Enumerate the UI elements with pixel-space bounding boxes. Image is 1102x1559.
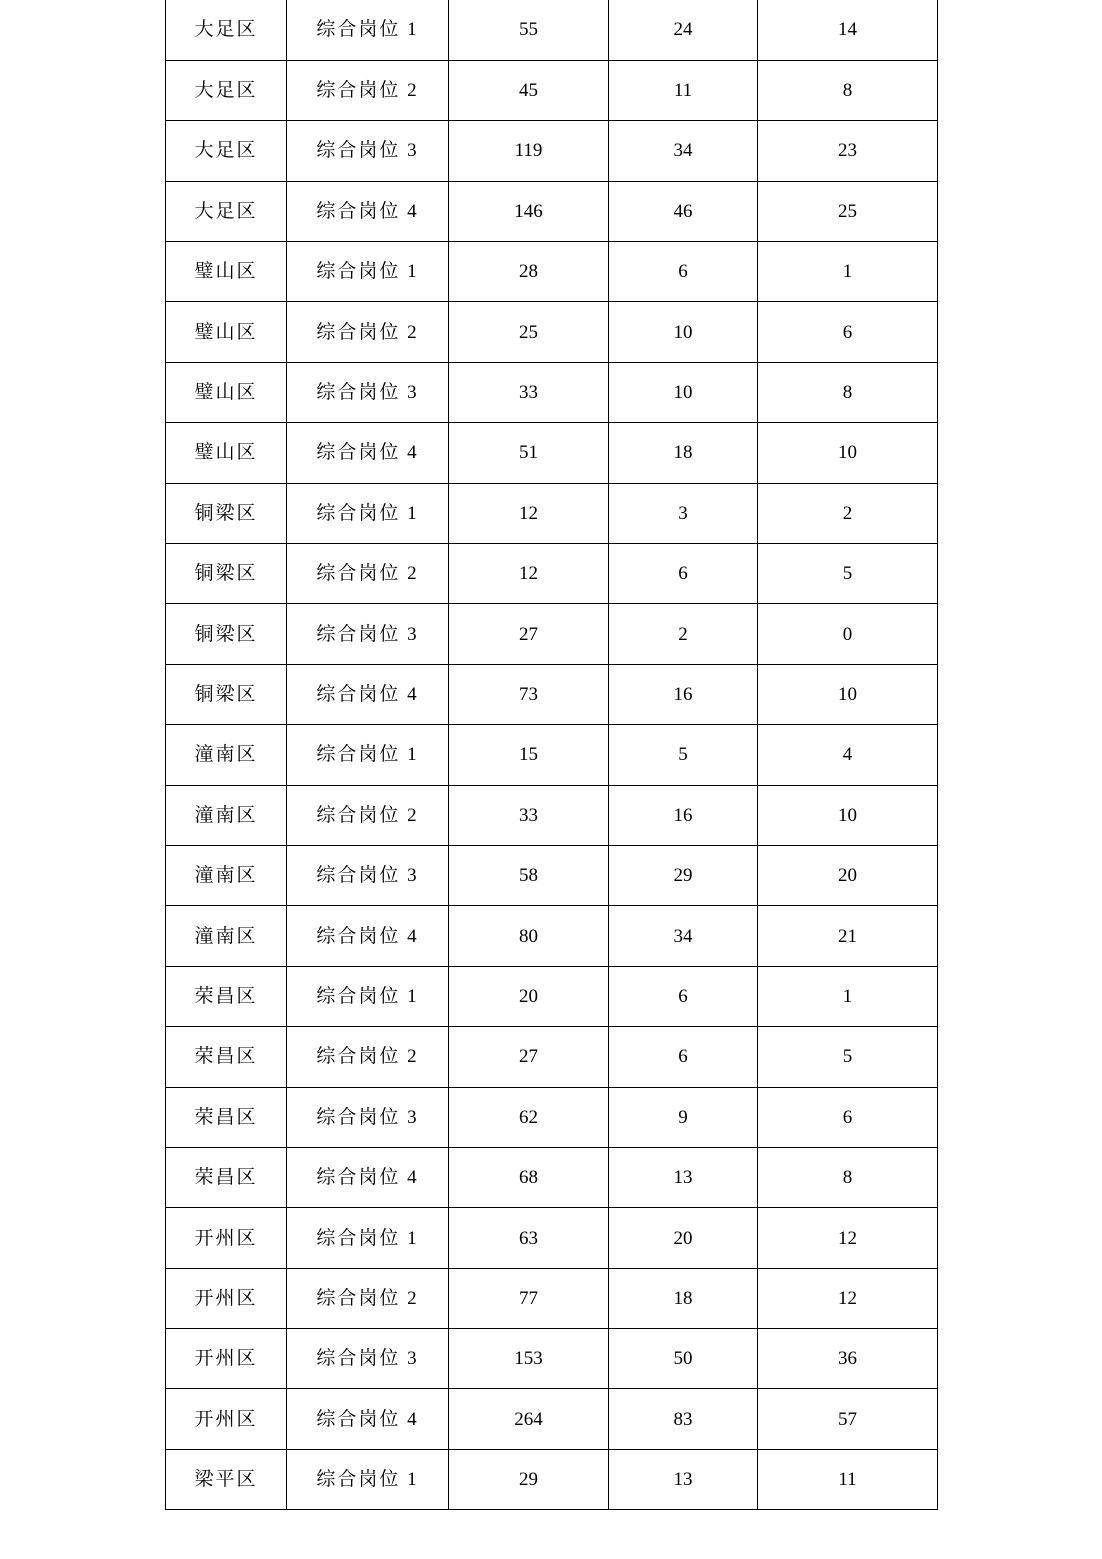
position-cell (287, 60, 449, 120)
value-c-text: 10 (838, 804, 857, 826)
value-b-cell (609, 785, 758, 845)
value-a-cell (449, 1449, 609, 1509)
value-c-text: 36 (838, 1348, 857, 1370)
value-c-cell (758, 1389, 938, 1449)
value-c-cell (758, 483, 938, 543)
value-c-text: 12 (838, 1287, 857, 1309)
table-row (166, 423, 938, 483)
value-b-text: 6 (678, 985, 688, 1007)
value-b-text: 50 (673, 1348, 693, 1370)
value-a-cell (449, 121, 609, 181)
table-row (166, 483, 938, 543)
value-a-cell (449, 181, 609, 241)
value-a-text: 27 (519, 1046, 538, 1068)
position-cell (287, 302, 449, 362)
position-text: 综合岗位 2 (316, 321, 419, 343)
district-text: 璧山区 (194, 261, 258, 283)
table-row (166, 906, 938, 966)
position-cell (287, 544, 449, 604)
value-a-text: 28 (519, 261, 538, 283)
district-cell (166, 1027, 287, 1087)
value-a-cell (449, 604, 609, 664)
position-cell (287, 604, 449, 664)
table-row (166, 725, 938, 785)
position-text: 综合岗位 4 (316, 442, 419, 464)
value-a-text: 51 (519, 442, 538, 464)
value-a-cell (449, 1268, 609, 1328)
value-a-text: 15 (519, 744, 538, 766)
value-a-text: 119 (514, 140, 543, 162)
value-b-cell (609, 725, 758, 785)
position-text: 综合岗位 3 (316, 382, 419, 404)
value-a-cell (449, 1208, 609, 1268)
value-b-cell (609, 966, 758, 1026)
value-a-text: 33 (519, 804, 538, 826)
value-b-cell (609, 1208, 758, 1268)
value-c-cell (758, 1147, 938, 1207)
table-row (166, 121, 938, 181)
value-c-cell (758, 785, 938, 845)
value-a-text: 45 (519, 80, 538, 102)
district-cell (166, 725, 287, 785)
district-cell (166, 1268, 287, 1328)
position-text: 综合岗位 1 (316, 502, 419, 524)
value-a-text: 146 (514, 200, 543, 222)
value-b-cell (609, 1147, 758, 1207)
position-text: 综合岗位 1 (316, 1227, 419, 1249)
value-b-text: 46 (673, 200, 693, 222)
position-cell (287, 1329, 449, 1389)
district-cell (166, 121, 287, 181)
table-row (166, 362, 938, 422)
value-a-text: 58 (519, 865, 538, 887)
value-c-text: 21 (838, 925, 857, 947)
district-text: 梁平区 (194, 1469, 258, 1491)
position-text: 综合岗位 1 (316, 1469, 419, 1491)
value-c-cell (758, 544, 938, 604)
value-b-text: 24 (673, 19, 693, 41)
value-a-cell (449, 845, 609, 905)
value-a-text: 12 (519, 502, 538, 524)
value-b-cell (609, 423, 758, 483)
district-text: 铜梁区 (194, 563, 258, 585)
position-cell (287, 845, 449, 905)
value-c-text: 5 (842, 563, 853, 585)
district-text: 开州区 (194, 1227, 258, 1249)
value-b-text: 9 (678, 1106, 688, 1128)
position-cell (287, 1268, 449, 1328)
position-text: 综合岗位 3 (316, 1106, 419, 1128)
value-b-text: 34 (673, 925, 693, 947)
value-b-cell (609, 0, 758, 60)
value-a-text: 12 (519, 563, 538, 585)
value-c-text: 6 (842, 321, 853, 343)
value-a-text: 68 (519, 1167, 538, 1189)
value-b-text: 18 (673, 1287, 693, 1309)
position-text: 综合岗位 1 (316, 985, 419, 1007)
value-c-cell (758, 1087, 938, 1147)
value-a-text: 73 (519, 683, 538, 705)
value-a-text: 33 (519, 382, 538, 404)
value-b-cell (609, 1449, 758, 1509)
district-text: 开州区 (194, 1287, 258, 1309)
value-a-cell (449, 906, 609, 966)
value-c-text: 8 (842, 382, 853, 404)
table-row (166, 1389, 938, 1449)
district-text: 大足区 (194, 80, 258, 102)
district-cell (166, 181, 287, 241)
value-a-text: 55 (519, 19, 538, 41)
position-text: 综合岗位 2 (316, 1287, 419, 1309)
district-text: 开州区 (194, 1348, 258, 1370)
value-c-text: 14 (838, 19, 857, 41)
position-text: 综合岗位 4 (316, 1408, 419, 1430)
position-text: 综合岗位 3 (316, 623, 419, 645)
value-c-text: 6 (842, 1106, 853, 1128)
table-row (166, 1087, 938, 1147)
value-c-cell (758, 725, 938, 785)
position-cell (287, 1087, 449, 1147)
value-a-text: 80 (519, 925, 538, 947)
value-c-text: 1 (842, 261, 853, 283)
table-row (166, 242, 938, 302)
district-text: 荣昌区 (194, 1167, 258, 1189)
value-a-text: 20 (519, 985, 538, 1007)
district-cell (166, 604, 287, 664)
value-b-text: 10 (673, 382, 693, 404)
value-c-cell (758, 1027, 938, 1087)
position-text: 综合岗位 4 (316, 1167, 419, 1189)
table-row (166, 1449, 938, 1509)
value-a-cell (449, 966, 609, 1026)
value-c-text: 0 (842, 623, 853, 645)
position-cell (287, 906, 449, 966)
position-text: 综合岗位 3 (316, 1348, 419, 1370)
district-cell (166, 544, 287, 604)
position-text: 综合岗位 3 (316, 140, 419, 162)
table-row (166, 1329, 938, 1389)
data-table (165, 0, 938, 1510)
table-row (166, 0, 938, 60)
value-b-text: 6 (678, 261, 688, 283)
position-cell (287, 664, 449, 724)
district-cell (166, 1449, 287, 1509)
position-cell (287, 1147, 449, 1207)
value-c-text: 11 (838, 1469, 857, 1491)
value-b-cell (609, 1087, 758, 1147)
district-text: 璧山区 (194, 382, 258, 404)
value-c-cell (758, 1329, 938, 1389)
position-text: 综合岗位 2 (316, 804, 419, 826)
table-row (166, 604, 938, 664)
position-text: 综合岗位 2 (316, 1046, 419, 1068)
value-c-text: 2 (842, 502, 853, 524)
value-a-cell (449, 1147, 609, 1207)
position-cell (287, 1208, 449, 1268)
table-body (166, 0, 938, 1510)
table-row (166, 302, 938, 362)
district-text: 大足区 (194, 140, 258, 162)
district-cell (166, 906, 287, 966)
value-c-cell (758, 906, 938, 966)
table-row (166, 1208, 938, 1268)
position-cell (287, 1027, 449, 1087)
district-text: 铜梁区 (194, 623, 258, 645)
value-b-text: 20 (673, 1227, 693, 1249)
position-text: 综合岗位 1 (316, 261, 419, 283)
value-a-text: 25 (519, 321, 538, 343)
value-c-cell (758, 664, 938, 724)
position-cell (287, 242, 449, 302)
value-a-text: 27 (519, 623, 538, 645)
value-b-text: 6 (678, 1046, 688, 1068)
value-a-text: 62 (519, 1106, 538, 1128)
value-a-cell (449, 664, 609, 724)
value-c-cell (758, 0, 938, 60)
district-text: 璧山区 (194, 321, 258, 343)
position-text: 综合岗位 2 (316, 563, 419, 585)
table-row (166, 1027, 938, 1087)
district-cell (166, 664, 287, 724)
district-text: 开州区 (194, 1408, 258, 1430)
value-b-cell (609, 181, 758, 241)
table-row (166, 1268, 938, 1328)
position-text: 综合岗位 4 (316, 925, 419, 947)
value-b-cell (609, 60, 758, 120)
district-cell (166, 242, 287, 302)
value-a-text: 29 (519, 1469, 538, 1491)
value-a-cell (449, 1087, 609, 1147)
value-b-text: 16 (673, 683, 693, 705)
district-text: 潼南区 (194, 925, 258, 947)
value-c-cell (758, 1268, 938, 1328)
district-text: 荣昌区 (194, 1046, 258, 1068)
value-b-cell (609, 845, 758, 905)
table-row (166, 60, 938, 120)
value-c-text: 23 (838, 140, 857, 162)
position-text: 综合岗位 1 (316, 744, 419, 766)
value-a-cell (449, 1389, 609, 1449)
value-b-text: 10 (673, 321, 693, 343)
value-a-cell (449, 362, 609, 422)
position-cell (287, 362, 449, 422)
district-cell (166, 0, 287, 60)
value-a-cell (449, 60, 609, 120)
value-c-text: 4 (842, 744, 853, 766)
district-text: 铜梁区 (194, 683, 258, 705)
value-a-cell (449, 1027, 609, 1087)
value-b-cell (609, 604, 758, 664)
value-b-cell (609, 1389, 758, 1449)
value-b-cell (609, 242, 758, 302)
value-b-text: 6 (678, 563, 688, 585)
position-cell (287, 483, 449, 543)
value-a-cell (449, 785, 609, 845)
value-b-cell (609, 1268, 758, 1328)
value-c-text: 8 (842, 80, 853, 102)
value-a-text: 264 (514, 1408, 543, 1430)
district-cell (166, 483, 287, 543)
district-text: 荣昌区 (194, 985, 258, 1007)
district-text: 潼南区 (194, 804, 258, 826)
position-cell (287, 121, 449, 181)
table-row (166, 544, 938, 604)
table-row (166, 845, 938, 905)
value-c-text: 1 (842, 985, 853, 1007)
value-a-text: 77 (519, 1287, 538, 1309)
position-cell (287, 181, 449, 241)
position-cell (287, 785, 449, 845)
value-c-text: 25 (838, 200, 857, 222)
value-a-cell (449, 725, 609, 785)
value-b-cell (609, 544, 758, 604)
district-cell (166, 423, 287, 483)
value-c-cell (758, 1208, 938, 1268)
value-b-cell (609, 1329, 758, 1389)
district-text: 潼南区 (194, 744, 258, 766)
value-c-text: 8 (842, 1167, 853, 1189)
value-c-cell (758, 181, 938, 241)
district-cell (166, 966, 287, 1026)
value-b-text: 29 (673, 865, 693, 887)
value-a-cell (449, 302, 609, 362)
value-a-cell (449, 1329, 609, 1389)
value-c-cell (758, 302, 938, 362)
district-text: 大足区 (194, 19, 258, 41)
value-a-text: 63 (519, 1227, 538, 1249)
district-text: 潼南区 (194, 865, 258, 887)
value-c-cell (758, 604, 938, 664)
table-row (166, 664, 938, 724)
position-cell (287, 0, 449, 60)
position-text: 综合岗位 4 (316, 200, 419, 222)
value-a-cell (449, 483, 609, 543)
value-a-cell (449, 0, 609, 60)
value-c-cell (758, 966, 938, 1026)
position-cell (287, 966, 449, 1026)
value-a-text: 153 (514, 1348, 543, 1370)
district-text: 璧山区 (194, 442, 258, 464)
table-row (166, 1147, 938, 1207)
value-b-cell (609, 1027, 758, 1087)
value-b-text: 18 (673, 442, 693, 464)
value-c-text: 5 (842, 1046, 853, 1068)
value-c-text: 57 (838, 1408, 857, 1430)
value-b-cell (609, 906, 758, 966)
position-cell (287, 423, 449, 483)
value-b-cell (609, 664, 758, 724)
value-c-cell (758, 60, 938, 120)
value-b-cell (609, 302, 758, 362)
value-b-cell (609, 483, 758, 543)
district-cell (166, 302, 287, 362)
position-text: 综合岗位 3 (316, 865, 419, 887)
value-c-cell (758, 242, 938, 302)
district-cell (166, 785, 287, 845)
district-cell (166, 362, 287, 422)
value-a-cell (449, 242, 609, 302)
table-row (166, 181, 938, 241)
value-b-text: 16 (673, 804, 693, 826)
value-b-text: 2 (678, 623, 688, 645)
value-c-text: 20 (838, 865, 857, 887)
value-b-cell (609, 121, 758, 181)
value-b-text: 13 (673, 1469, 693, 1491)
position-cell (287, 1449, 449, 1509)
value-c-text: 12 (838, 1227, 857, 1249)
district-cell (166, 1147, 287, 1207)
value-b-text: 34 (673, 140, 693, 162)
district-cell (166, 1087, 287, 1147)
value-c-cell (758, 423, 938, 483)
value-c-text: 10 (838, 683, 857, 705)
value-a-cell (449, 423, 609, 483)
table-row (166, 785, 938, 845)
position-text: 综合岗位 4 (316, 683, 419, 705)
district-cell (166, 1329, 287, 1389)
position-cell (287, 725, 449, 785)
position-text: 综合岗位 2 (316, 80, 419, 102)
value-b-text: 11 (673, 80, 693, 102)
position-cell (287, 1389, 449, 1449)
district-text: 荣昌区 (194, 1106, 258, 1128)
value-c-text: 10 (838, 442, 857, 464)
district-text: 铜梁区 (194, 502, 258, 524)
district-cell (166, 845, 287, 905)
table-row (166, 966, 938, 1026)
value-b-text: 13 (673, 1167, 693, 1189)
value-b-text: 3 (678, 502, 688, 524)
district-cell (166, 60, 287, 120)
value-c-cell (758, 362, 938, 422)
value-b-text: 83 (673, 1408, 693, 1430)
value-c-cell (758, 1449, 938, 1509)
value-c-cell (758, 121, 938, 181)
value-a-cell (449, 544, 609, 604)
value-b-cell (609, 362, 758, 422)
value-c-cell (758, 845, 938, 905)
district-text: 大足区 (194, 200, 258, 222)
district-cell (166, 1389, 287, 1449)
position-text: 综合岗位 1 (316, 19, 419, 41)
value-b-text: 5 (678, 744, 688, 766)
district-cell (166, 1208, 287, 1268)
